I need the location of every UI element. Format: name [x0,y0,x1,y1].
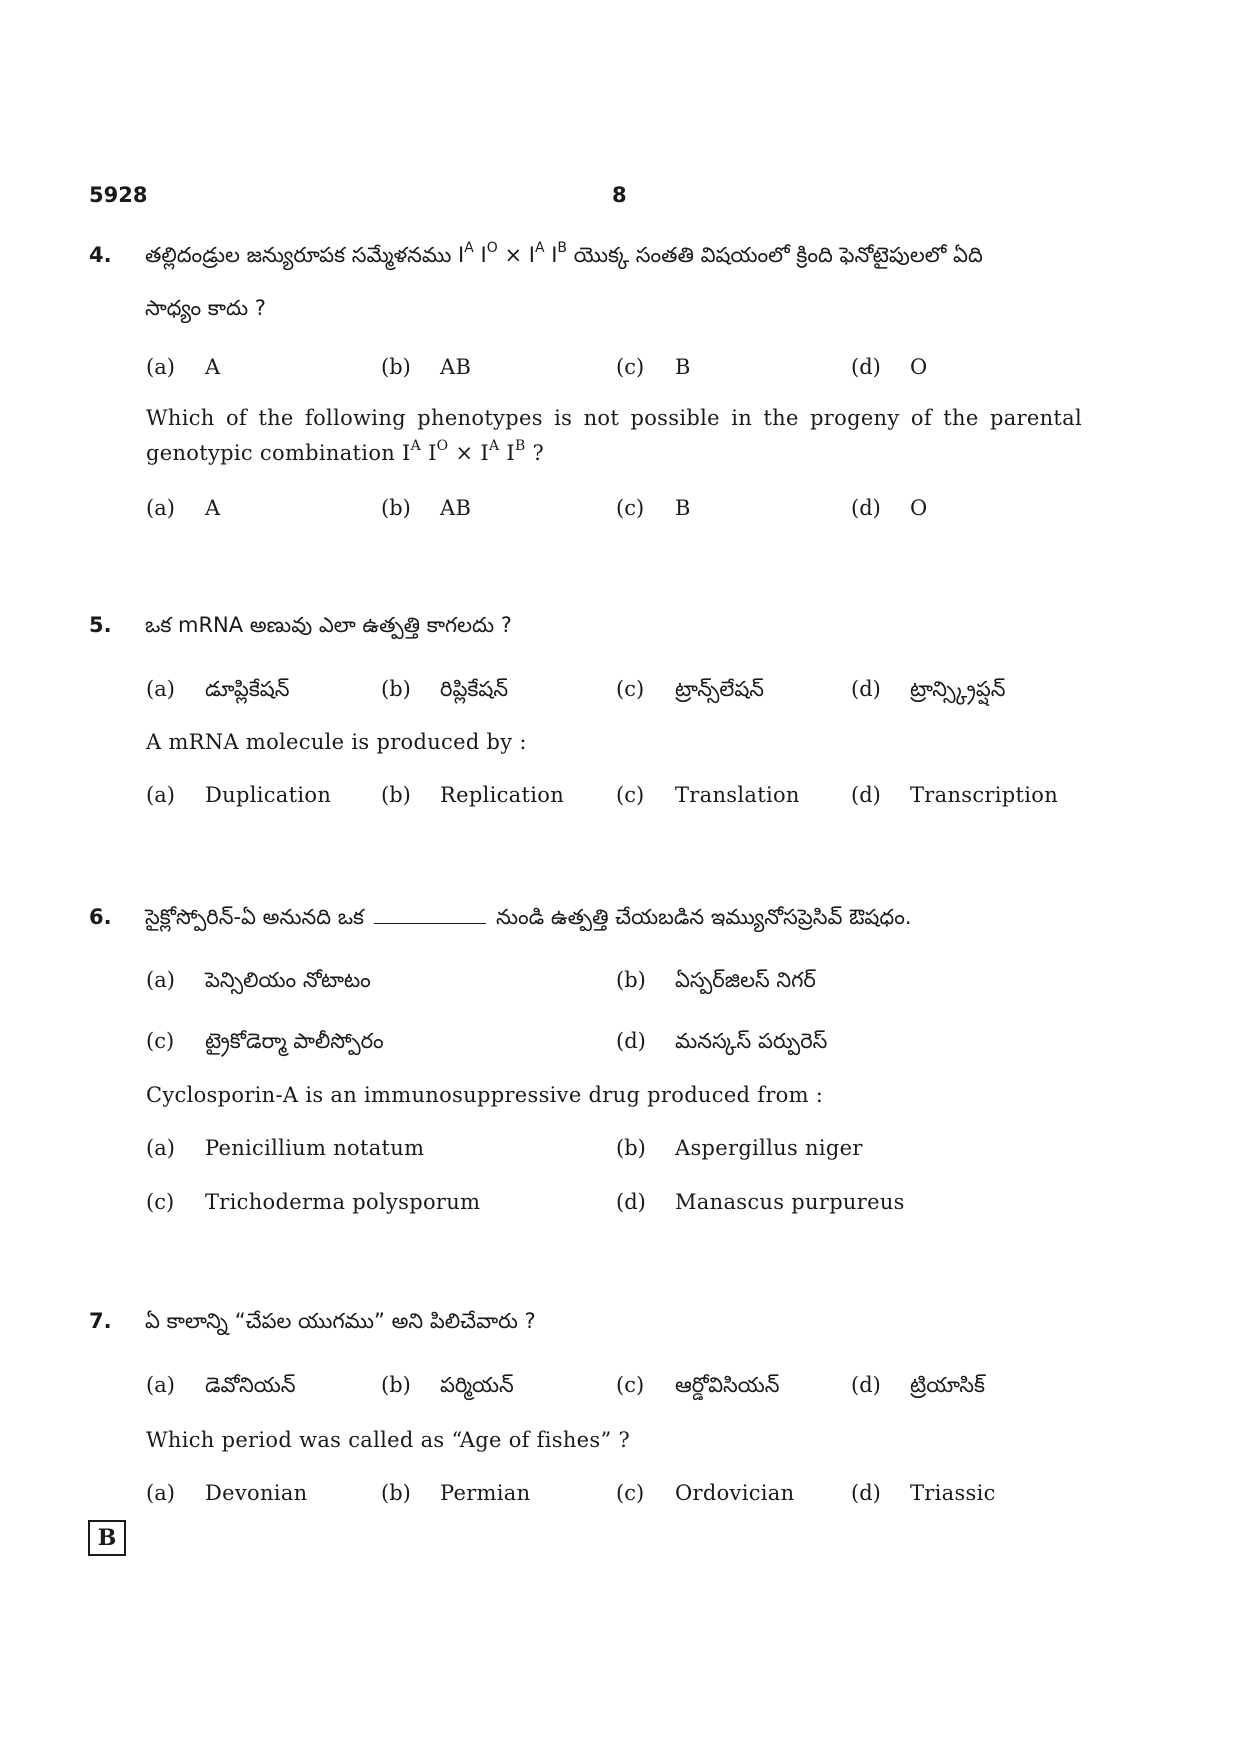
q6-te-option-c-label: (c) [146,1029,175,1053]
q5-te-option-c-label: (c) [616,677,645,701]
q5-te-option-d-label: (d) [851,677,881,701]
q6-te-option-c[interactable]: ట్రైకోడెర్మా పాలీస్పోరం [205,1029,384,1053]
q5-te-option-a-label: (a) [146,677,175,701]
q6-te-option-d-label: (d) [616,1029,646,1053]
q6-te-option-a[interactable]: పెన్సిలియం నోటాటం [205,968,371,992]
paper-code: 5928 [89,183,148,207]
q7-en-option-b-label: (b) [381,1481,411,1505]
q7-en-option-b[interactable]: Permian [440,1481,531,1505]
q4-te-option-b-label: (b) [381,355,411,379]
q5-te-option-b[interactable]: రిప్లికేషన్ [440,677,509,701]
q4-te-option-d[interactable]: O [910,355,928,379]
q7-te-option-d-label: (d) [851,1373,881,1397]
q4-en-option-c-label: (c) [616,496,645,520]
q5-en-option-d-label: (d) [851,783,881,807]
q5-telugu-stem: ఒక mRNA అణువు ఎలా ఉత్పత్తి కాగలదు ? [145,613,512,637]
q6-en-option-b-label: (b) [616,1136,646,1160]
q6-en-option-c[interactable]: Trichoderma polysporum [205,1190,481,1214]
q7-en-option-a[interactable]: Devonian [205,1481,308,1505]
q4-en-option-c[interactable]: B [675,496,691,520]
question-number-7: 7. [89,1309,112,1333]
q5-te-option-d[interactable]: ట్రాన్స్క్రిప్షన్ [910,677,1006,701]
q5-en-option-c-label: (c) [616,783,645,807]
q4-te-option-d-label: (d) [851,355,881,379]
q7-en-option-d[interactable]: Triassic [910,1481,996,1505]
question-number-4: 4. [89,243,112,267]
q4-en-option-d-label: (d) [851,496,881,520]
q7-te-option-a[interactable]: డెవోనియన్ [205,1373,296,1397]
q6-te-option-d[interactable]: మనస్కస్ పర్పురెస్ [675,1029,828,1053]
page-number: 8 [612,183,627,207]
q7-en-option-d-label: (d) [851,1481,881,1505]
q4-en-option-a-label: (a) [146,496,175,520]
q5-en-option-c[interactable]: Translation [675,783,800,807]
q4-en-option-a[interactable]: A [205,496,221,520]
q7-english-stem: Which period was called as “Age of fishes” ? [146,1428,631,1452]
q7-en-option-c-label: (c) [616,1481,645,1505]
q4-te-option-c[interactable]: B [675,355,691,379]
q4-english-line2: genotypic combination $I^A$ $I^O \times I^A$ $I^B$ ? [146,438,545,465]
q6-en-option-b[interactable]: Aspergillus niger [675,1136,863,1160]
q6-en-option-a[interactable]: Penicillium notatum [205,1136,425,1160]
q6-en-option-d[interactable]: Manascus purpureus [675,1190,905,1214]
question-number-6: 6. [89,905,112,929]
q5-te-option-c[interactable]: ట్రాన్స్‌లేషన్ [675,677,765,701]
q5-english-stem: A mRNA molecule is produced by : [146,730,527,754]
q4-telugu-line1: తల్లిదండ్రుల జన్యురూపక సమ్మేళనము $I^A$ $I^O \times I^A$ $I^B$ యొక్క సంతతి విషయంలో క్రింది ఫెనోటైపులలో ఏది [145,240,983,267]
q6-en-option-c-label: (c) [146,1190,175,1214]
q4-en-option-b-label: (b) [381,496,411,520]
q7-te-option-b[interactable]: పర్మియన్ [440,1373,514,1397]
q5-te-option-a[interactable]: డూప్లికేషన్ [205,677,290,701]
q4-telugu-line2: సాధ్యం కాదు ? [145,296,266,320]
q7-te-option-b-label: (b) [381,1373,411,1397]
booklet-series-box: B [88,1520,126,1556]
q6-en-option-a-label: (a) [146,1136,175,1160]
q7-telugu-stem: ఏ కాలాన్ని “చేపల యుగము” అని పిలిచేవారు ? [145,1309,536,1333]
q7-te-option-a-label: (a) [146,1373,175,1397]
q4-te-option-a-label: (a) [146,355,175,379]
q4-te-option-b[interactable]: AB [440,355,472,379]
q4-te-option-c-label: (c) [616,355,645,379]
q7-te-option-c-label: (c) [616,1373,645,1397]
q5-te-option-b-label: (b) [381,677,411,701]
q5-en-option-a[interactable]: Duplication [205,783,332,807]
q5-en-option-a-label: (a) [146,783,175,807]
q7-en-option-c[interactable]: Ordovician [675,1481,795,1505]
q5-en-option-b-label: (b) [381,783,411,807]
q4-en-option-b[interactable]: AB [440,496,472,520]
q6-te-option-b-label: (b) [616,968,646,992]
q7-en-option-a-label: (a) [146,1481,175,1505]
q6-en-option-d-label: (d) [616,1190,646,1214]
q4-en-option-d[interactable]: O [910,496,928,520]
q6-telugu-stem: సైక్లోస్పోరిన్-ఏ అనునది ఒక నుండి ఉత్పత్తి చేయబడిన ఇమ్యునోసప్రెసివ్ ఔషధం. [145,905,912,929]
q4-english-line1: Which of the following phenotypes is not possible in the progeny of the parental [146,406,1082,430]
q7-te-option-c[interactable]: ఆర్డోవిసియన్ [675,1373,780,1397]
q6-te-option-b[interactable]: ఏస్పర్‌జిలస్ నిగర్ [675,968,816,992]
q5-en-option-b[interactable]: Replication [440,783,565,807]
q6-english-stem: Cyclosporin-A is an immunosuppressive drug produced from : [146,1083,824,1107]
fill-in-blank [374,922,486,924]
q4-te-option-a[interactable]: A [205,355,221,379]
q5-en-option-d[interactable]: Transcription [910,783,1059,807]
question-number-5: 5. [89,613,112,637]
q6-te-option-a-label: (a) [146,968,175,992]
q7-te-option-d[interactable]: ట్రియాసిక్ [910,1373,986,1397]
